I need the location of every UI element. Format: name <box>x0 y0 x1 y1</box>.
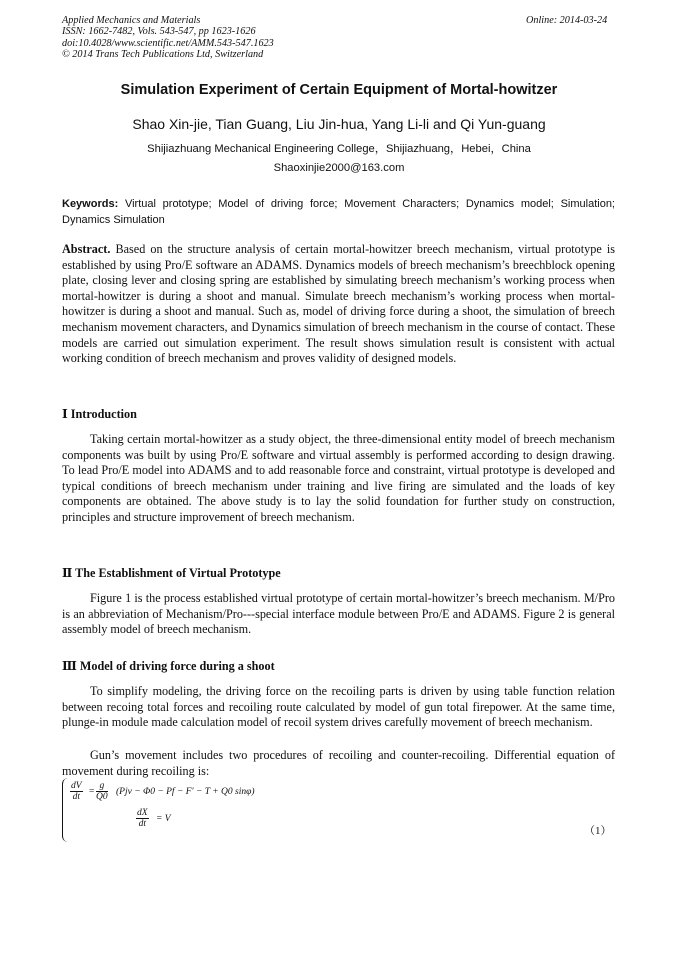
equation-1 <box>62 778 322 846</box>
author-list: Shao Xin-jie, Tian Guang, Liu Jin-hua, Yang Li-li and Qi Yun-guang <box>132 116 546 132</box>
section-heading-introduction: Ⅰ Introduction <box>62 407 137 421</box>
driving-force-paragraph-1: To simplify modeling, the driving force on the recoiling parts is driven by using table function relation between recoing total forces and recoiling route calculated by model of gun total firepower. At the same time, plunge-in module made calculation model of recoil system drives carefully movement of breech mechanism. <box>62 684 615 730</box>
dv-numerator: dV <box>71 781 82 791</box>
introduction-paragraph: Taking certain mortal-howitzer as a study object, the three-dimensional entity model of breech mechanism components was built by using Pro/E software and virtual assembly is performed according to design drawing. To lead Pro/E model into ADAMS and to add reasonable force and constraint, virtual prototype is developed and typical conditions of breech mechanism under training and live firing are simulated and the loads of key components are obtained. The above study is to lay the solid foundation for further study on construction, principles and structure improvement of breech mechanism. <box>62 432 615 524</box>
abstract-label: Abstract. <box>62 242 111 256</box>
online-date: Online: 2014-03-24 <box>526 15 608 26</box>
g-over-q0-fraction <box>96 781 108 802</box>
keywords-text: Virtual prototype; Model of driving force; Movement Characters; Dynamics model; Simulation; Dynamics Simulation <box>62 198 615 226</box>
dx-numerator: dX <box>137 808 148 818</box>
force-expression: (Pjv − Φ0 − Pf − F′ − T + Q0 sinφ) <box>116 787 255 797</box>
issn-line: ISSN: 1662-7482, Vols. 543-547, pp 1623-1626 <box>62 26 256 38</box>
dt-denominator: dt <box>72 792 80 802</box>
copyright-line: © 2014 Trans Tech Publications Ltd, Switzerland <box>62 48 264 60</box>
keywords <box>62 197 615 228</box>
equals-sign: = <box>89 787 95 797</box>
dv-dt-fraction <box>70 781 83 802</box>
virtual-prototype-paragraph: Figure 1 is the process established virtual prototype of certain mortal-howitzer’s breech mechanism. M/Pro is an abbreviation of Mechanism/Pro---special interface module between Pro/E and ADAMS. Figure 2 is general assembly model of breech mechanism. <box>62 591 615 637</box>
doi-line: doi:10.4028/www.scientific.net/AMM.543-547.1623 <box>62 37 274 49</box>
equation-brace <box>62 778 68 842</box>
section-heading-driving-force: Ⅲ Model of driving force during a shoot <box>62 659 275 673</box>
author-email: Shaoxinjie2000@163.com <box>273 162 405 174</box>
g-numerator: g <box>96 781 108 792</box>
dx-dt-fraction <box>136 808 149 829</box>
driving-force-paragraph-2: Gun’s movement includes two procedures of recoiling and counter-recoiling. Differential equation of movement during recoiling is: <box>62 748 615 778</box>
abstract-text: Based on the structure analysis of certain mortal-howitzer breech mechanism, virtual prototype is established by using Pro/E software an ADAMS. Dynamics models of breech mechanism’s breechblock opening plate, closing lever and closing spring are established by simulating breech mechanism’s working process when mortal-howitzer is during a shoot and manual. Simulate breech mechanism’s working process when mortal-howitzer is during a shoot and manual. Such as, model of driving force during a shoot, the simulation of breech mechanism movement characters, and Dynamics simulation of breech mechanism in the course of contact. These models are carried out simulation experiment. The result shows simulation result is consistent with actual working condition of breech mechanism and proves validity of designed models. <box>62 242 615 366</box>
abstract <box>62 242 615 367</box>
journal-name: Applied Mechanics and Materials <box>62 15 201 26</box>
dt-denominator-2: dt <box>138 819 146 829</box>
paper-title: Simulation Experiment of Certain Equipment of Mortal-howitzer <box>120 82 558 98</box>
journal-header <box>62 15 274 60</box>
affiliation: Shijiazhuang Mechanical Engineering College，Shijiazhuang，Hebei，China <box>147 143 531 155</box>
keywords-label: Keywords: <box>62 198 119 210</box>
q0-denominator: Q0 <box>96 792 108 802</box>
equation-number: （1） <box>584 825 612 837</box>
section-heading-virtual-prototype: Ⅱ The Establishment of Virtual Prototype <box>62 566 281 580</box>
velocity-expression: = V <box>156 814 171 824</box>
